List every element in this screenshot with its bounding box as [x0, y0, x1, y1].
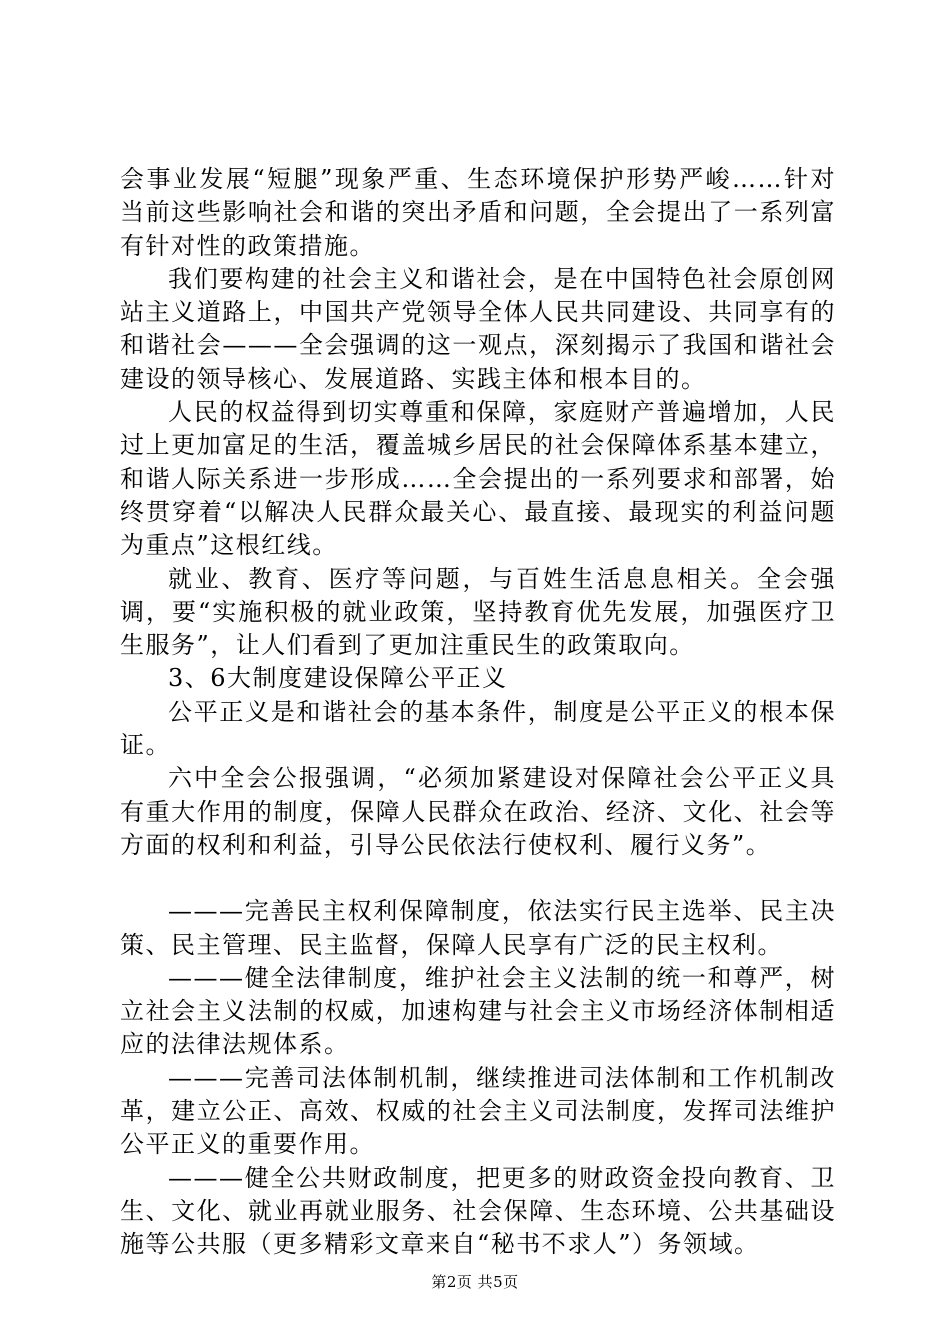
blank-line — [120, 862, 836, 895]
paragraph-fairness: 公平正义是和谐社会的基本条件，制度是公平正义的根本保证。 — [120, 697, 836, 760]
paragraph-people-rights: 人民的权益得到切实尊重和保障，家庭财产普遍增加，人民过上更加富足的生活，覆盖城乡居民的社会保障体系基本建立，和谐人际关系进一步形成……全会提出的一系列要求和部署，始终贯穿着“以解决人民群众最关心、最直接、最现实的利益问题为重点”这根红线。 — [120, 398, 836, 560]
paragraph-judicial: ———完善司法体制机制，继续推进司法体制和工作机制改革，建立公正、高效、权威的社会主义司法制度，发挥司法维护公平正义的重要作用。 — [120, 1063, 836, 1159]
paragraph-communique: 六中全会公报强调，“必须加紧建设对保障社会公平正义具有重大作用的制度，保障人民群众在政治、经济、文化、社会等方面的权利和利益，引导公民依法行使权利、履行义务”。 — [120, 764, 836, 859]
paragraph-continuation: 会事业发展“短腿”现象严重、生态环境保护形势严峻……针对当前这些影响社会和谐的突出矛盾和问题，全会提出了一系列富有针对性的政策措施。 — [120, 165, 836, 260]
page-number: 第2页 共5页 — [431, 1273, 519, 1291]
paragraph-public-finance: ———健全公共财政制度，把更多的财政资金投向教育、卫生、文化、就业再就业服务、社会保障、生态环境、公共基础设施等公共服（更多精彩文章来自“秘书不求人”）务领域。 — [120, 1163, 836, 1259]
paragraph-legal-system: ———健全法律制度，维护社会主义法制的统一和尊严，树立社会主义法制的权威，加速构建与社会主义市场经济体制相适应的法律法规体系。 — [120, 963, 836, 1059]
document-body — [120, 163, 836, 1262]
section-heading: 3、6大制度建设保障公平正义 — [168, 664, 508, 693]
paragraph-harmonious-society: 我们要构建的社会主义和谐社会，是在中国特色社会原创网站主义道路上，中国共产党领导全体人民共同建设、共同享有的和谐社会———全会强调的这一观点，深刻揭示了我国和谐社会建设的领导核心、发展道路、实践主体和根本目的。 — [120, 264, 836, 393]
paragraph-livelihood: 就业、教育、医疗等问题，与百姓生活息息相关。全会强调，要“实施积极的就业政策，坚持教育优先发展，加强医疗卫生服务”，让人们看到了更加注重民生的政策取向。 — [120, 564, 836, 660]
paragraph-democracy: ———完善民主权利保障制度，依法实行民主选举、民主决策、民主管理、民主监督，保障人民享有广泛的民主权利。 — [120, 897, 836, 959]
